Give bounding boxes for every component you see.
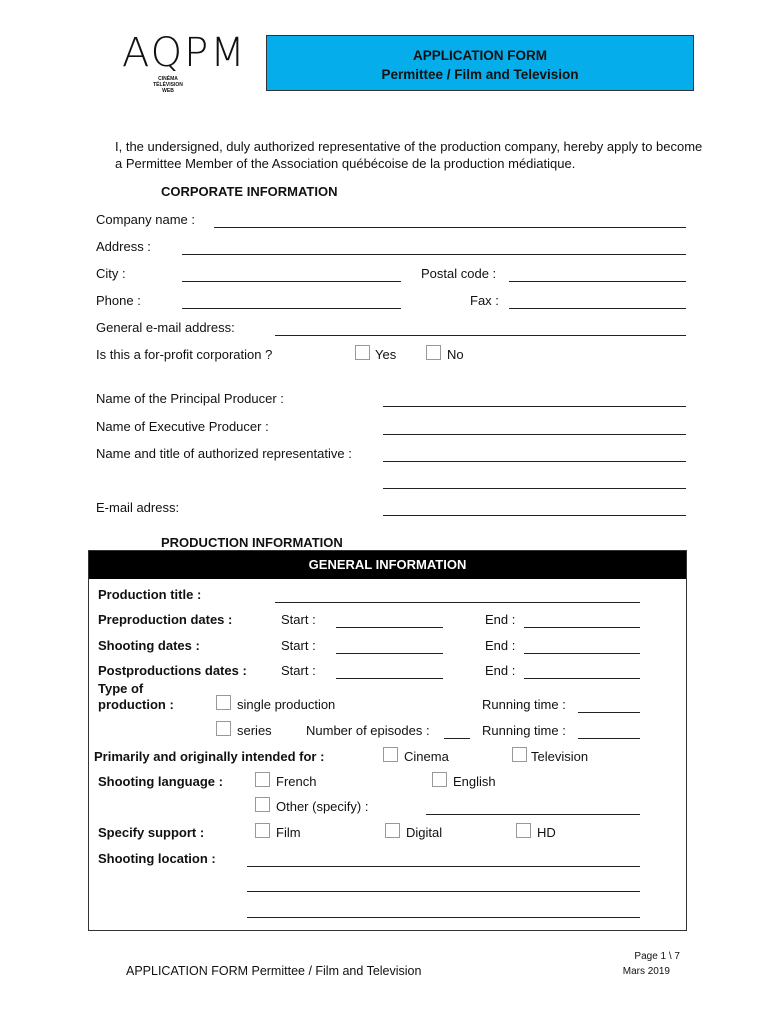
no-checkbox[interactable] bbox=[426, 345, 441, 360]
authorized-rep-field-2[interactable] bbox=[383, 488, 686, 489]
email-field[interactable] bbox=[275, 335, 686, 336]
title-line2: Permittee / Film and Television bbox=[381, 67, 579, 82]
postproduction-dates-label: Postproductions dates : bbox=[98, 663, 247, 678]
address-field[interactable] bbox=[182, 254, 686, 255]
preproduction-dates-label: Preproduction dates : bbox=[98, 612, 233, 627]
for-profit-label: Is this a for-profit corporation ? bbox=[96, 347, 273, 362]
executive-producer-label: Name of Executive Producer : bbox=[96, 419, 269, 434]
rep-email-label: E-mail adress: bbox=[96, 500, 180, 515]
postproduction-end-label: End : bbox=[485, 663, 516, 678]
shooting-location-label: Shooting location : bbox=[98, 851, 216, 866]
preproduction-end-field[interactable] bbox=[524, 627, 640, 628]
hd-label: HD bbox=[537, 825, 556, 840]
film-label: Film bbox=[276, 825, 301, 840]
city-label: City : bbox=[96, 266, 126, 281]
address-label: Address : bbox=[96, 239, 151, 254]
email-label: General e-mail address: bbox=[96, 320, 235, 335]
other-language-field[interactable] bbox=[426, 814, 640, 815]
shooting-start-label: Start : bbox=[281, 638, 316, 653]
shooting-location-field-3[interactable] bbox=[247, 917, 640, 918]
authorized-rep-label: Name and title of authorized representative : bbox=[96, 446, 352, 461]
french-checkbox[interactable] bbox=[255, 772, 270, 787]
footer-form-name: APPLICATION FORM Permittee / Film and Television bbox=[126, 964, 422, 978]
shooting-location-field-1[interactable] bbox=[247, 866, 640, 867]
film-checkbox[interactable] bbox=[255, 823, 270, 838]
shooting-language-label: Shooting language : bbox=[98, 774, 223, 789]
other-language-checkbox[interactable] bbox=[255, 797, 270, 812]
support-label: Specify support : bbox=[98, 825, 205, 840]
english-checkbox[interactable] bbox=[432, 772, 447, 787]
type-of-label: Type of bbox=[98, 681, 144, 696]
postproduction-end-field[interactable] bbox=[524, 678, 640, 679]
intro-paragraph: I, the undersigned, duly authorized representative of the production company, hereby apply to become a Permittee Member of the Association québécoise de la production médiatique. bbox=[115, 139, 703, 171]
english-label: English bbox=[453, 774, 496, 789]
footer-date: Mars 2019 bbox=[622, 966, 670, 977]
general-information-box bbox=[88, 550, 687, 931]
rep-email-field[interactable] bbox=[383, 515, 686, 516]
single-production-label: single production bbox=[237, 697, 336, 712]
shooting-start-field[interactable] bbox=[336, 653, 443, 654]
other-language-label: Other (specify) : bbox=[276, 799, 369, 814]
company-name-label: Company name : bbox=[96, 212, 195, 227]
no-label: No bbox=[447, 347, 464, 362]
principal-producer-field[interactable] bbox=[383, 406, 686, 407]
phone-field[interactable] bbox=[182, 308, 401, 309]
company-name-field[interactable] bbox=[214, 227, 686, 228]
authorized-rep-field[interactable] bbox=[383, 461, 686, 462]
production-type-label: production : bbox=[98, 697, 174, 712]
phone-label: Phone : bbox=[96, 293, 141, 308]
single-production-checkbox[interactable] bbox=[216, 695, 231, 710]
running-time-label-1: Running time : bbox=[482, 697, 566, 712]
footer-page: Page 1 \ 7 bbox=[634, 951, 680, 962]
hd-checkbox[interactable] bbox=[516, 823, 531, 838]
shooting-end-field[interactable] bbox=[524, 653, 640, 654]
title-box bbox=[266, 35, 694, 91]
postproduction-start-field[interactable] bbox=[336, 678, 443, 679]
aqpm-logo bbox=[122, 30, 247, 96]
production-title-field[interactable] bbox=[275, 602, 640, 603]
city-field[interactable] bbox=[182, 281, 401, 282]
series-checkbox[interactable] bbox=[216, 721, 231, 736]
running-time-field-2[interactable] bbox=[578, 738, 640, 739]
production-heading: PRODUCTION INFORMATION bbox=[161, 535, 343, 550]
shooting-dates-label: Shooting dates : bbox=[98, 638, 200, 653]
number-of-episodes-label: Number of episodes : bbox=[306, 723, 430, 738]
logo-text: AQPM bbox=[122, 30, 247, 76]
executive-producer-field[interactable] bbox=[383, 434, 686, 435]
fax-label: Fax : bbox=[470, 293, 499, 308]
shooting-end-label: End : bbox=[485, 638, 516, 653]
number-of-episodes-field[interactable] bbox=[444, 738, 470, 739]
preproduction-end-label: End : bbox=[485, 612, 516, 627]
french-label: French bbox=[276, 774, 317, 789]
television-label: Television bbox=[531, 749, 589, 764]
yes-label: Yes bbox=[375, 347, 397, 362]
yes-checkbox[interactable] bbox=[355, 345, 370, 360]
fax-field[interactable] bbox=[509, 308, 686, 309]
general-information-heading: GENERAL INFORMATION bbox=[89, 551, 686, 579]
running-time-field-1[interactable] bbox=[578, 712, 640, 713]
postal-code-field[interactable] bbox=[509, 281, 686, 282]
television-checkbox[interactable] bbox=[512, 747, 527, 762]
logo-subtext: CINÉMA TÉLÉVISION WEB bbox=[153, 76, 183, 94]
intended-for-label: Primarily and originally intended for : bbox=[94, 749, 325, 764]
principal-producer-label: Name of the Principal Producer : bbox=[96, 391, 284, 406]
cinema-label: Cinema bbox=[404, 749, 449, 764]
corporate-heading: CORPORATE INFORMATION bbox=[161, 184, 338, 199]
running-time-label-2: Running time : bbox=[482, 723, 566, 738]
preproduction-start-field[interactable] bbox=[336, 627, 443, 628]
preproduction-start-label: Start : bbox=[281, 612, 316, 627]
series-label: series bbox=[237, 723, 272, 738]
title-line1: APPLICATION FORM bbox=[413, 48, 547, 63]
cinema-checkbox[interactable] bbox=[383, 747, 398, 762]
shooting-location-field-2[interactable] bbox=[247, 891, 640, 892]
digital-checkbox[interactable] bbox=[385, 823, 400, 838]
production-title-label: Production title : bbox=[98, 587, 202, 602]
digital-label: Digital bbox=[406, 825, 443, 840]
postproduction-start-label: Start : bbox=[281, 663, 316, 678]
postal-code-label: Postal code : bbox=[421, 266, 497, 281]
